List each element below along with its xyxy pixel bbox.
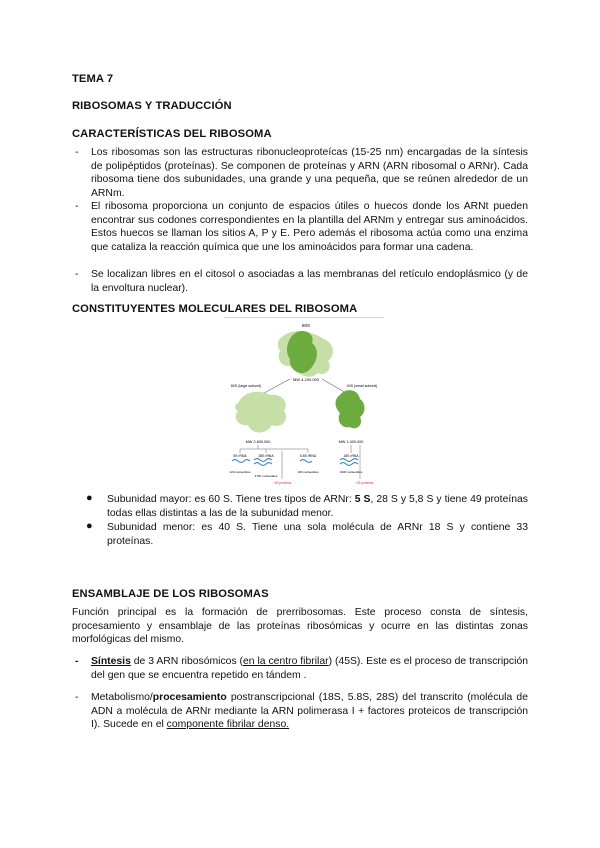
label-58s-rrna: 5.8S rRNA bbox=[299, 454, 317, 458]
section-heading-constituents: CONSTITUYENTES MOLECULARES DEL RIBOSOMA bbox=[72, 303, 358, 315]
dash-marker: - bbox=[75, 656, 79, 667]
topic-label: TEMA 7 bbox=[72, 73, 114, 85]
dash-marker: - bbox=[75, 201, 79, 212]
label-small-proteins: ~33 proteins bbox=[354, 481, 374, 485]
bullet-marker: ● bbox=[86, 520, 93, 532]
ribosome-figure bbox=[224, 317, 384, 487]
label-58s-nucleotides: 160 nucleotides bbox=[297, 470, 319, 474]
dash-marker: - bbox=[75, 147, 79, 158]
list-item: - El ribosoma proporciona un conjunto de espacios útiles o huecos donde los ARNt pueden encontrar sus codones correspondientes en la plantilla del ARNm y entregar sus aminoácidos. Estos huecos se llaman los sitios A, P y E. Pero además el ribosoma actúa como una enzima que cataliza la reacción química que une los aminoácidos para formar una cadena. bbox=[75, 201, 528, 253]
page-title: RIBOSOMAS Y TRADUCCIÓN bbox=[72, 100, 232, 112]
list-item: - Síntesis de 3 ARN ribosómicos (en la centro fibrilar) (45S). Este es el proceso de transcripción del gen que se encuentra repetido en tándem . bbox=[75, 656, 528, 681]
label-60s: 60S (large subunit) bbox=[230, 384, 262, 388]
tree-lines bbox=[240, 445, 351, 453]
dash-marker: - bbox=[75, 269, 79, 280]
label-mw-80s: MW 4.200.000 bbox=[292, 377, 320, 382]
ribosome-40s-shape bbox=[336, 390, 365, 428]
section-heading-assembly: ENSAMBLAJE DE LOS RIBOSOMAS bbox=[72, 588, 269, 600]
section-heading-characteristics: CARACTERÍSTICAS DEL RIBOSOMA bbox=[72, 128, 272, 140]
label-mw-60s: MW 2.800.000 bbox=[245, 440, 271, 444]
label-28s-rrna: 28S rRNA bbox=[258, 454, 274, 458]
label-5s-nucleotides: 120 nucleotides bbox=[229, 470, 251, 474]
ribosome-60s-shape bbox=[235, 392, 286, 433]
label-large-proteins: ~49 proteins bbox=[272, 481, 292, 485]
list-item: ● Subunidad mayor: es 60 S. Tiene tres tipos de ARNr: 5 S, 28 S y 5,8 S y tiene 49 proteínas todas ellas distintas a las de la subunidad menor. bbox=[86, 492, 528, 519]
label-mw-40s: MW 1.400.000 bbox=[338, 440, 364, 444]
dash-marker: - bbox=[75, 692, 79, 703]
list-item: ● Subunidad menor: es 40 S. Tiene una sola molécula de ARNr 18 S y contiene 33 proteínas. bbox=[86, 520, 528, 547]
list-item: - Los ribosomas son las estructuras ribonucleoproteícas (15-25 nm) encargadas de la síntesis de polipéptidos (proteínas). Se componen de proteínas y ARN (ARN ribosomal o ARNr). Cada ribosoma tiene dos subunidades, una grande y una pequeña, que se reúnen alrededor de un ARNm. bbox=[75, 147, 528, 199]
label-40s: 40S (small subunit) bbox=[346, 384, 378, 388]
label-18s-rrna: 18S rRNA bbox=[343, 454, 359, 458]
ribosome-80s-shape bbox=[278, 331, 333, 377]
assembly-intro: Función principal es la formación de prerribosomas. Este proceso consta de síntesis, procesamiento y ensamblaje de las proteínas ribosómicas y ocurre en las distintas zonas morfológicas del mismo. bbox=[72, 607, 528, 646]
label-5s-rrna: 5S rRNA bbox=[233, 454, 247, 458]
list-item: - Se localizan libres en el citosol o asociadas a las membranas del retículo endoplásmico (y de la envoltura nuclear). bbox=[75, 269, 528, 294]
list-item: - Metabolismo/procesamiento postranscripcional (18S, 5.8S, 28S) del transcrito (molécula de ADN a molécula de ARNr mediante la ARN polimerasa I + factores proteicos de transcripción I). Sucede en el componente fibrilar denso. bbox=[75, 692, 528, 731]
label-80s: 80S bbox=[301, 323, 311, 328]
label-18s-nucleotides: 1900 nucleotides bbox=[339, 470, 363, 474]
label-28s-nucleotides: 4700 nucleotides bbox=[254, 474, 278, 478]
rrna-squiggles bbox=[232, 459, 358, 466]
bullet-marker: ● bbox=[86, 492, 93, 504]
